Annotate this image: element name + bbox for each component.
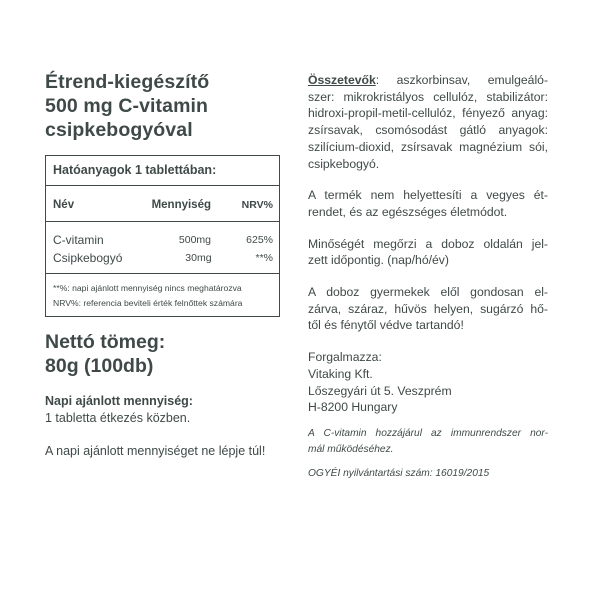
notice-line: től és fénytől védve tartandó! — [308, 318, 464, 333]
footnote: **%: napi ajánlott mennyiség nincs meghatározva — [53, 283, 242, 293]
title-line: csipkebogyóval — [45, 119, 193, 141]
left-column — [45, 70, 285, 460]
distributor-block — [308, 349, 548, 416]
table-row — [53, 249, 273, 267]
column-header-amount: Mennyiség — [151, 199, 211, 211]
ingredients-line: hidroxi-propil-metil-cellulóz, fényező anyag: — [308, 106, 548, 121]
title-line: Étrend-kiegészítő — [45, 71, 210, 93]
active-ingredients-table — [45, 155, 280, 317]
dosage-warning: A napi ajánlott mennyiséget ne lépje túl! — [45, 444, 266, 458]
row-amount: 30mg — [185, 252, 212, 264]
title-line: 500 mg C-vitamin — [45, 95, 209, 117]
distributor-line: Forgalmazza: — [308, 350, 382, 365]
notice-line: rendet, és az egészséges életmódot. — [308, 204, 508, 219]
column-divider — [46, 212, 279, 222]
table-row — [53, 231, 273, 249]
notice-line: A doboz gyermekek elől gondosan el- — [308, 285, 548, 300]
table-body — [46, 222, 279, 273]
registration-number: OGYÉI nyilvántartási szám: 16019/2015 — [308, 467, 490, 479]
row-nrv: **% — [255, 252, 273, 264]
claim-line: A C-vitamin hozzájárul az immunrendszer nor- — [308, 427, 548, 439]
row-name: Csipkebogyó — [53, 251, 123, 265]
ingredients-line: szilícium-dioxid, zsírsavak magnézium sói, — [308, 139, 548, 154]
column-header-name: Név — [53, 199, 75, 211]
ingredients-line: zsírsavak, csomósodást gátló anyagok: — [308, 123, 548, 138]
distributor-line: H-8200 Hungary — [308, 400, 398, 415]
best-before-notice — [308, 236, 548, 269]
ingredients-line: Összetevők: aszkorbinsav, emulgeáló- — [308, 73, 548, 87]
claim-line: mál működéséhez. — [308, 443, 394, 455]
right-column — [308, 72, 548, 482]
distributor-line: Vitaking Kft. — [308, 366, 373, 381]
notice-line: A termék nem helyettesíti a vegyes ét- — [308, 188, 548, 203]
notice-line: Minőségét megőrzi a doboz oldalán jel- — [308, 236, 548, 251]
storage-notice — [308, 284, 548, 334]
table-heading: Hatóanyagok 1 tablettában: — [46, 156, 279, 186]
notice-line: zett időpontig. (nap/hó/év) — [308, 253, 449, 268]
distributor-line: Lőszegyári út 5. Veszprém — [308, 383, 452, 398]
ingredients-line: csipkebogyó. — [308, 156, 380, 171]
net-weight-value: 80g (100db) — [45, 355, 154, 377]
column-header-nrv: NRV% — [241, 199, 273, 211]
dosage-heading: Napi ajánlott mennyiség: — [45, 394, 193, 408]
net-weight-label: Nettó tömeg: — [45, 331, 166, 353]
row-amount: 500mg — [178, 234, 211, 246]
notice-line: zárva, száraz, hűvös helyen, sugárzó hő- — [308, 301, 548, 316]
dosage-text: 1 tabletta étkezés közben. — [45, 411, 191, 425]
ingredients-line: szer: mikrokristályos cellulóz, stabilizátor: — [308, 89, 548, 104]
ingredients-paragraph — [308, 72, 548, 172]
row-nrv: 625% — [246, 234, 273, 246]
footnote: NRV%: referencia beviteli érték felnőttek számára — [53, 298, 243, 308]
health-claim — [308, 426, 548, 458]
product-title — [45, 70, 285, 142]
net-weight — [45, 330, 285, 378]
row-name: C-vitamin — [53, 233, 104, 247]
table-footnotes — [46, 273, 279, 316]
table-column-headers — [46, 186, 279, 212]
diet-notice — [308, 187, 548, 220]
ingredients-label: Összetevők — [308, 73, 376, 87]
